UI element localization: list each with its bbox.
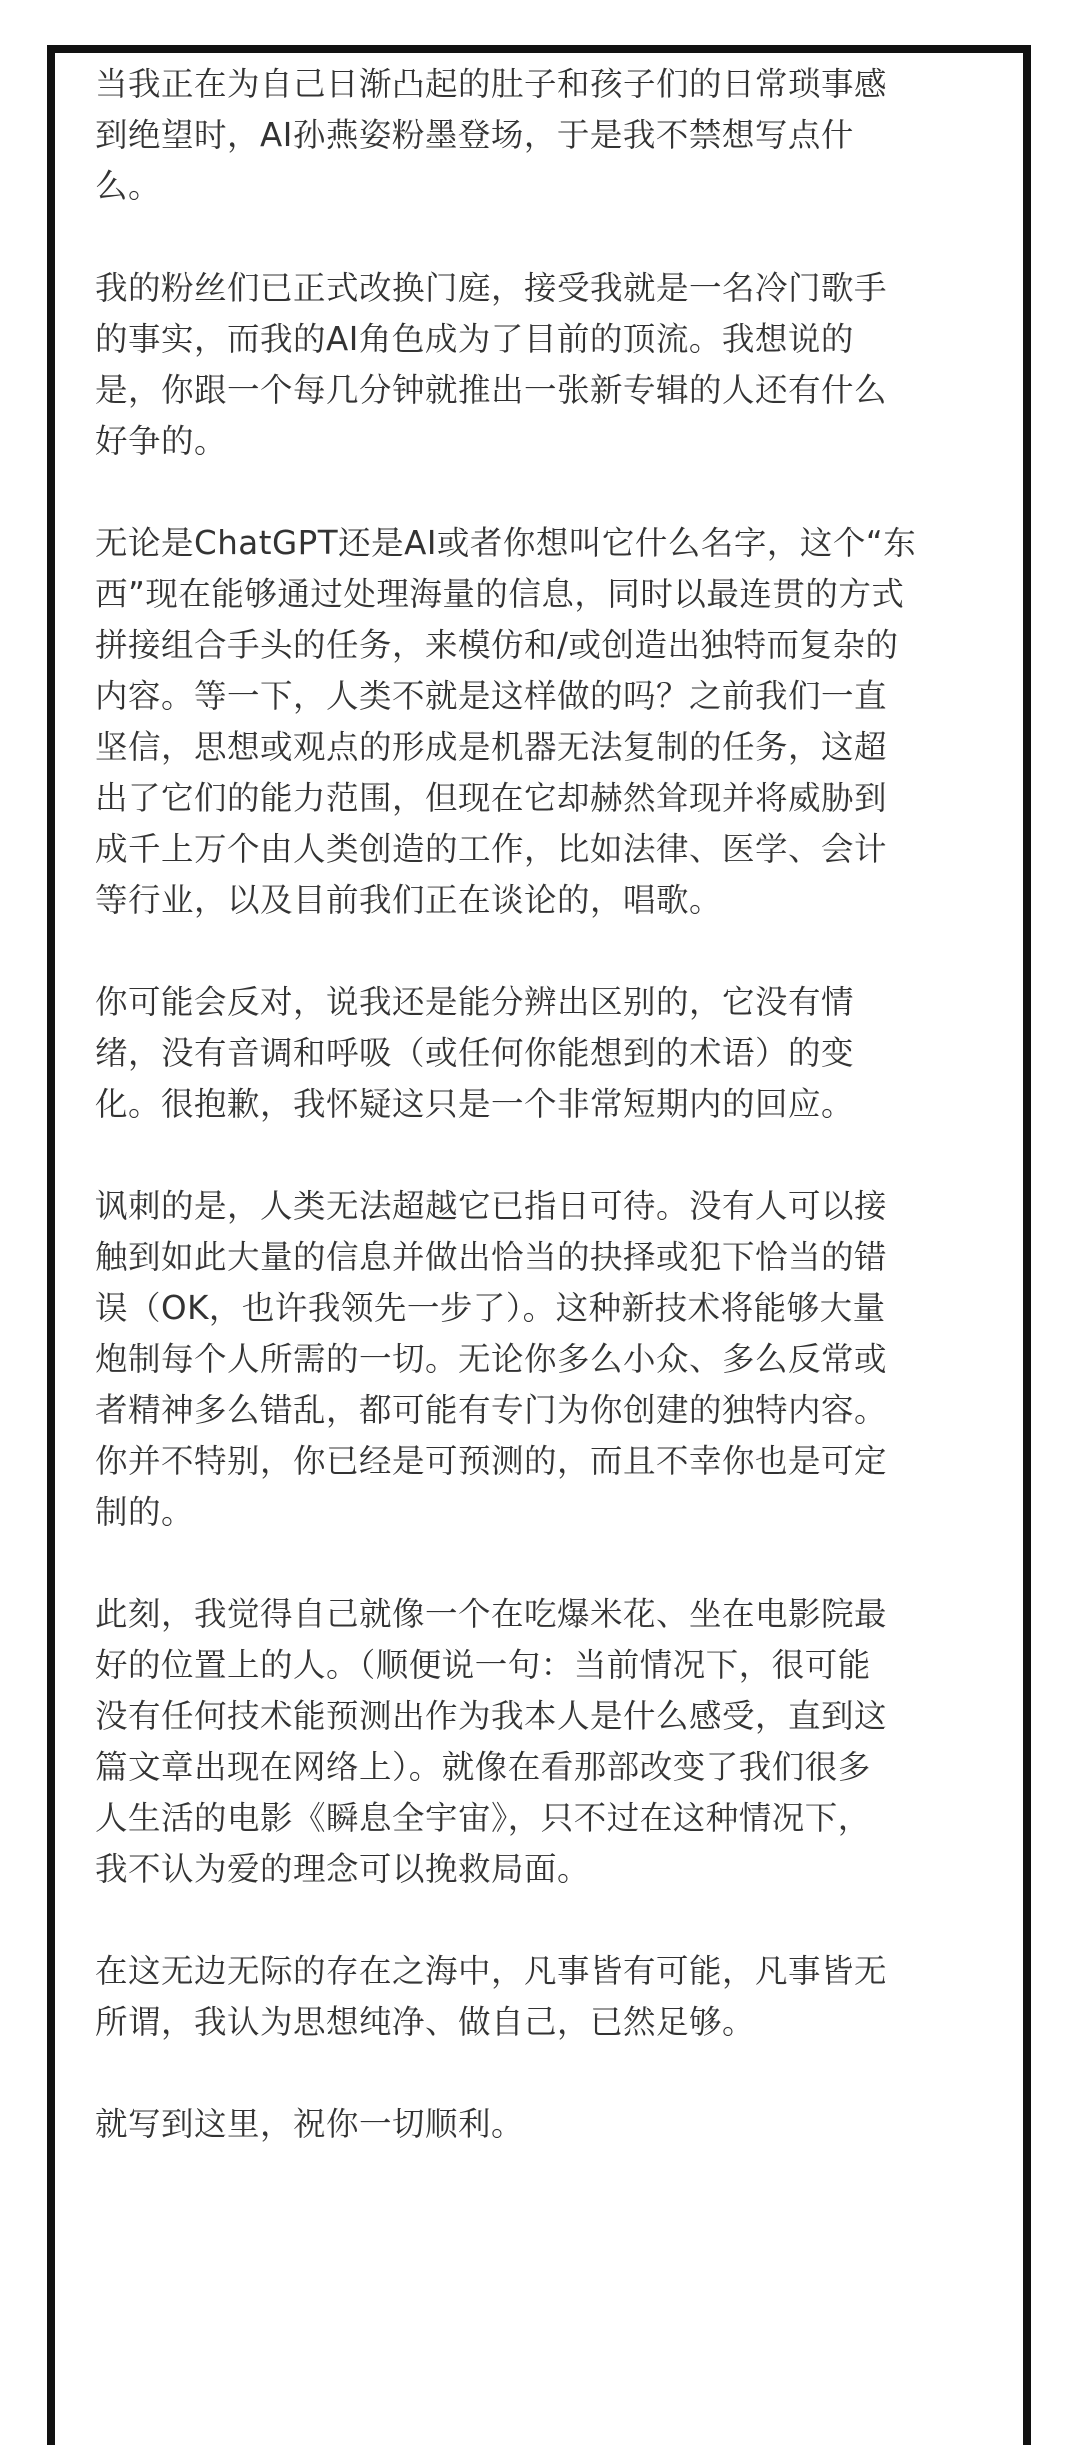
paragraph-1: 当我正在为自己日渐凸起的肚子和孩子们的日常琐事感 到绝望时，AI孙燕姿粉墨登场，于是我不禁想写点什 么。	[95, 65, 888, 205]
paragraph-6: 此刻，我觉得自己就像一个在吃爆米花、坐在电影院最 好的位置上的人。（顺便说一句：当前情况下，很可能 没有任何技术能预测出作为我本人是什么感受，直到这 篇文章出现在网络上）。就像在看那部改变了我们很多 人生活的电影《瞬息全宇宙》，只不过在这种情况下， 我不认为爱的理念可以挽救局面。	[95, 1595, 888, 1888]
paragraph-2: 我的粉丝们已正式改换门庭，接受我就是一名冷门歌手 的事实，而我的AI角色成为了目前的顶流。我想说的 是，你跟一个每几分钟就推出一张新专辑的人还有什么 好争的。	[95, 269, 888, 460]
paragraph-4: 你可能会反对，说我还是能分辨出区别的，它没有情 绪，没有音调和呼吸（或任何你能想到的术语）的变 化。很抱歉，我怀疑这只是一个非常短期内的回应。	[95, 983, 855, 1123]
paragraph-3: 无论是ChatGPT还是AI或者你想叫它什么名字，这个“东 西”现在能够通过处理海量的信息，同时以最连贯的方式 拼接组合手头的任务，来模仿和/或创造出独特而复杂的 内容。等一下，人类不就是这样做的吗？之前我们一直 坚信，思想或观点的形成是机器无法复制的任务，这超 出了它们的能力范围，但现在它却赫然耸现并将威胁到 成千上万个由人类创造的工作，比如法律、医学、会计 等行业，以及目前我们正在谈论的，唱歌。	[95, 524, 917, 919]
article-body	[95, 59, 995, 2150]
paragraph-5: 讽刺的是，人类无法超越它已指日可待。没有人可以接 触到如此大量的信息并做出恰当的抉择或犯下恰当的错 误（OK，也许我领先一步了）。这种新技术将能够大量 炮制每个人所需的一切。无论你多么小众、多么反常或 者精神多么错乱，都可能有专门为你创建的独特内容。 你并不特别，你已经是可预测的，而且不幸你也是可定 制的。	[95, 1187, 888, 1531]
paragraph-8: 就写到这里，祝你一切顺利。	[95, 2105, 525, 2143]
paragraph-7: 在这无边无际的存在之海中，凡事皆有可能，凡事皆无 所谓，我认为思想纯净、做自己，已然足够。	[95, 1952, 888, 2041]
article-frame	[47, 45, 1031, 2445]
